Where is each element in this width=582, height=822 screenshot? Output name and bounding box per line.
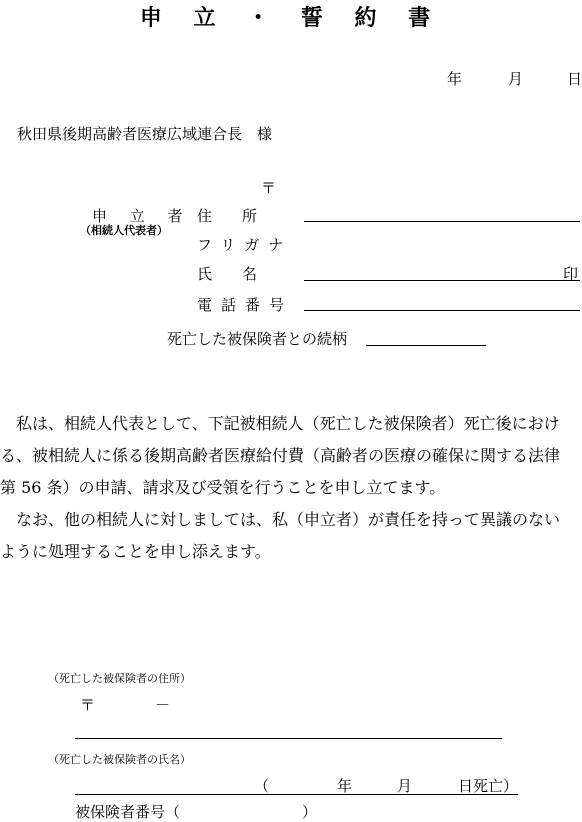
- furigana-label: フリガナ: [197, 236, 293, 254]
- deceased-name-line[interactable]: [75, 794, 518, 795]
- declaration-line-4: なお、他の相続人に対しましては、私（申立者）が責任を持って異議のない: [0, 510, 561, 529]
- name-label: 氏 名: [197, 265, 258, 283]
- applicant-subheading: （相続人代表者）: [80, 224, 168, 237]
- insured-number-label: 被保険者番号（: [75, 803, 181, 821]
- insured-number-close: ）: [302, 803, 318, 821]
- death-year-label: 年: [337, 777, 353, 795]
- address-line[interactable]: [304, 221, 580, 222]
- seal-mark: 印: [563, 265, 579, 283]
- deceased-postal-dash: －: [155, 696, 171, 714]
- deceased-address-caption: （死亡した被保険者の住所）: [48, 672, 191, 685]
- declaration-line-5: ように処理することを申し添えます。: [0, 542, 271, 561]
- date-month-label: 月: [508, 70, 524, 88]
- relationship-label: 死亡した被保険者との続柄: [167, 330, 348, 348]
- death-date-open: （: [254, 777, 270, 795]
- death-day-label: 日死亡）: [458, 777, 519, 795]
- death-month-label: 月: [397, 777, 413, 795]
- date-day-label: 日: [567, 70, 582, 88]
- relationship-line[interactable]: [366, 345, 486, 346]
- declaration-line-2: る、被相続人に係る後期高齢者医療給付費（高齢者の医療の確保に関する法律: [0, 446, 561, 465]
- date-year-label: 年: [447, 70, 463, 88]
- address-label: 住 所: [197, 207, 258, 225]
- deceased-name-caption: （死亡した被保険者の氏名）: [48, 753, 191, 766]
- addressee: 秋田県後期高齢者医療広域連合長 様: [17, 125, 273, 143]
- applicant-heading: 申 立 者: [92, 207, 192, 225]
- name-line[interactable]: [304, 280, 580, 281]
- declaration-line-1: 私は、相続人代表として、下記被相続人（死亡した被保険者）死亡後におけ: [0, 414, 560, 433]
- phone-line[interactable]: [304, 310, 580, 311]
- declaration-text: [0, 408, 582, 568]
- phone-label: 電話番号: [197, 296, 294, 314]
- declaration-line-3: 第 56 条）の申請、請求及び受領を行うことを申し立てます。: [0, 478, 446, 497]
- applicant-postal-mark: 〒: [261, 179, 277, 197]
- document-title: 申 立 ・ 誓 約 書: [139, 6, 443, 31]
- deceased-postal-mark: 〒: [80, 696, 96, 714]
- deceased-address-line[interactable]: [75, 738, 502, 739]
